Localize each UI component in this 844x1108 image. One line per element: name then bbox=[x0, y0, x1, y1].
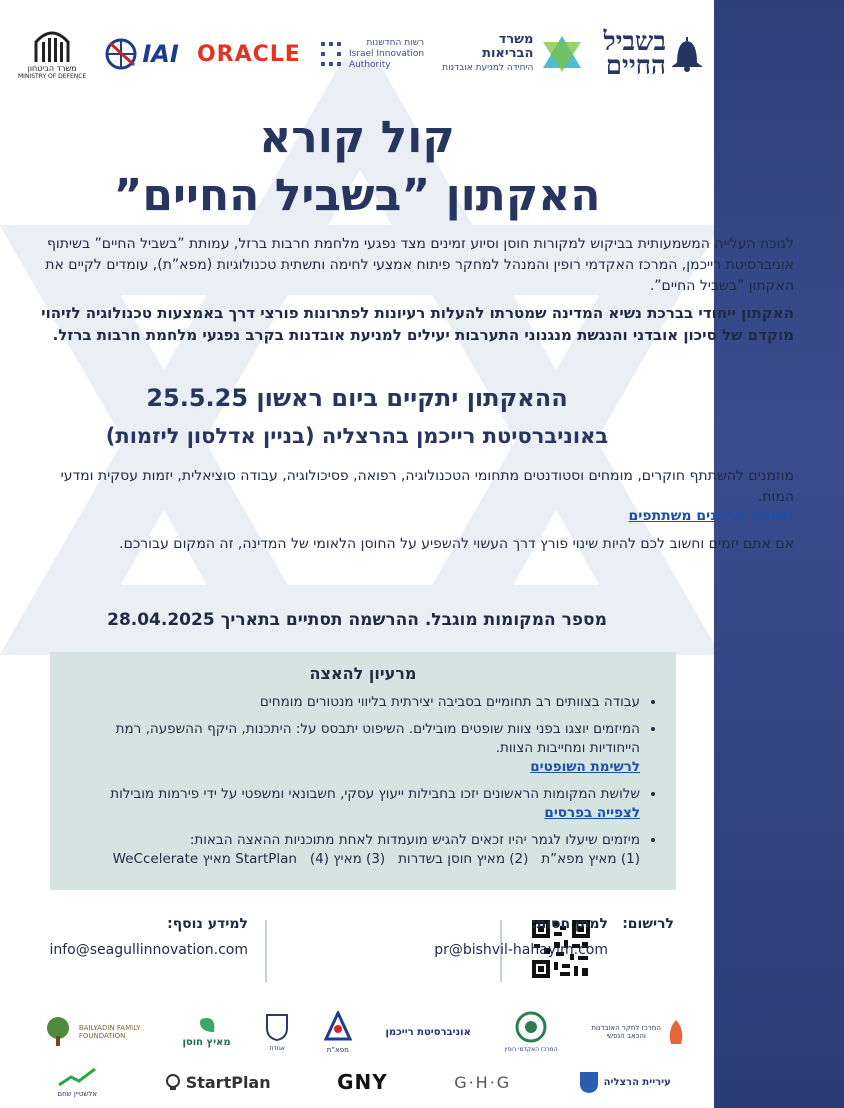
sponsor-name: אגודת bbox=[269, 1045, 285, 1052]
israel-innovation-authority-logo bbox=[319, 38, 424, 71]
sponsor-logo bbox=[57, 1067, 97, 1098]
sponsor-name: GNY bbox=[337, 1070, 388, 1094]
sponsor-logo bbox=[337, 1070, 388, 1094]
register-block bbox=[622, 916, 674, 932]
list-item bbox=[68, 831, 640, 869]
bishvil-wordmark: בשביל החיים bbox=[603, 27, 666, 81]
sponsor-name: G·H·G bbox=[454, 1072, 512, 1092]
sponsor-name: מפא”ת bbox=[326, 1045, 349, 1054]
sponsor-logo bbox=[578, 1070, 671, 1094]
from-idea-to-acceleration-box bbox=[50, 652, 676, 890]
info-block bbox=[49, 916, 248, 958]
leaf-icon bbox=[196, 1016, 218, 1034]
iai-globe-icon bbox=[104, 37, 138, 71]
moh-subtitle: היחידה למניעת אובדנות bbox=[442, 63, 534, 73]
info-email[interactable]: info@seagullinnovation.com bbox=[49, 942, 248, 958]
sponsor-logo bbox=[454, 1073, 511, 1092]
oracle-logo: ORACLE bbox=[196, 41, 301, 67]
sponsor-name: עיריית הרצליה bbox=[603, 1076, 671, 1088]
bullet-text: עבודה בצוותים רב תחומיים בסביבה יצירתית בליווי מנטורים מומחים bbox=[259, 694, 640, 710]
sponsor-logo bbox=[591, 1018, 687, 1046]
event-date: ההאקתון יתקיים ביום ראשון 25.5.25 bbox=[146, 384, 568, 412]
partner-logo-row bbox=[18, 24, 702, 84]
sponsor-name: אוניברסיטת רייכמן bbox=[385, 1026, 471, 1038]
entrepreneurs-paragraph: אם אתם יזמים וחשוב לכם להיות שינוי פורץ דרך העשוי להשפיע על החוסן הלאומי של המדינה, זה המקום עבורכם. bbox=[119, 536, 794, 552]
ministry-of-defence-logo bbox=[18, 28, 86, 80]
sponsor-name: המרכז לחקר האובדנות והכאב הנפשי bbox=[591, 1024, 662, 1040]
iai-logo bbox=[104, 37, 178, 71]
sponsor-logos-row-1 bbox=[24, 1010, 704, 1054]
bell-icon bbox=[672, 35, 702, 73]
iia-english-2: Authority bbox=[348, 59, 391, 70]
divider bbox=[265, 920, 267, 982]
box-bullet-list bbox=[68, 693, 658, 869]
mafat-emblem-icon bbox=[324, 1011, 352, 1043]
sponsor-logo bbox=[385, 1027, 470, 1038]
event-location: באוניברסיטת רייכמן בהרצליה (בניין אדלסון ליזמות) bbox=[105, 424, 609, 448]
herzliya-crest-icon bbox=[578, 1070, 600, 1094]
iai-wordmark: IAI bbox=[142, 40, 179, 68]
sponsor-logos-row-2 bbox=[24, 1062, 704, 1102]
accelerators-list: (1) מאיץ מפא”ת (2) מאיץ חוסן בשדרות (3) מאיץ StartPlan (4) מאיץ WeCcelerate bbox=[112, 851, 640, 867]
sponsor-logo bbox=[264, 1012, 290, 1052]
registration-deadline: מספר המקומות מוגבל. ההרשמה תסתיים בתאריך 28.04.2025 bbox=[107, 610, 607, 630]
sponsor-name: אלשטיין שחם bbox=[57, 1089, 98, 1098]
page-title: קול קורא bbox=[259, 112, 455, 163]
flame-icon bbox=[665, 1018, 687, 1046]
list-item bbox=[68, 693, 640, 712]
sponsor-logo bbox=[164, 1073, 271, 1092]
bullet-text: שלושת המקומות הראשונים יזכו בחבילות ייעוץ עסקי, חשבונאי ומשפטי על ידי פירמות מובילות bbox=[110, 786, 640, 802]
bullet-text: מיזמים שיעלו לגמר יהיו זכאים להגיש מועמדות לאחת מתוכניות ההאצה הבאות: bbox=[189, 832, 640, 848]
mod-label: משרד הביטחון bbox=[27, 64, 77, 73]
sponsorship-label: למתן חסות: bbox=[531, 916, 608, 932]
page-subtitle: האקתון ”בשביל החיים” bbox=[113, 170, 601, 221]
sponsor-name: BAILYADIN FAMILY FOUNDATION bbox=[78, 1024, 141, 1040]
list-item bbox=[68, 720, 640, 777]
box-title: מרעיון להאצה bbox=[309, 664, 417, 683]
bullet-text: המיזמים יוצגו בפני צוות שופטים מובילים. השיפוט יתבסס על: היתכנות, היקף ההשפעה, רמת הייחודיות ומחייבות הצוות. bbox=[115, 721, 640, 756]
iia-dots-icon bbox=[319, 40, 343, 68]
ruppin-seal-icon bbox=[515, 1011, 547, 1043]
judges-list-link[interactable]: לרשימת השופטים bbox=[530, 759, 640, 775]
list-item bbox=[68, 785, 640, 823]
sponsor-logo bbox=[41, 1016, 149, 1048]
mod-label-en: MINISTRY OF DEFENCE bbox=[18, 73, 87, 80]
moh-title: משרד הבריאות bbox=[482, 32, 534, 61]
tree-icon bbox=[41, 1016, 75, 1048]
participating-orgs-link[interactable]: רשימת ארגונים משתתפים bbox=[628, 508, 794, 524]
crest-icon bbox=[264, 1012, 290, 1042]
moh-star-icon bbox=[539, 34, 585, 74]
invite-paragraph: מוזמנים להשתתף חוקרים, מומחים וסטודנטים מתחומי הטכנולוגיה, רפואה, פסיכולוגיה, עבודה סוציאלית, יזמות עסקית ומדעי המוח. bbox=[60, 468, 794, 505]
register-label: לרישום: bbox=[622, 916, 674, 932]
sponsor-name: מאיץ חוסן bbox=[182, 1037, 231, 1048]
sponsorship-block bbox=[434, 916, 608, 958]
sponsorship-email[interactable]: pr@bishvil-hahayim.com bbox=[434, 942, 608, 958]
sponsor-logo bbox=[504, 1011, 557, 1053]
iia-english-1: Israel Innovation bbox=[348, 48, 425, 59]
defence-emblem-icon bbox=[32, 28, 72, 64]
bishvil-hahayim-logo bbox=[603, 27, 702, 81]
lightbulb-icon bbox=[164, 1073, 182, 1091]
iia-hebrew: רשות החדשנות bbox=[366, 37, 425, 48]
sponsor-name: StartPlan bbox=[185, 1072, 271, 1092]
prizes-link[interactable]: לצפייה בפרסים bbox=[544, 805, 640, 821]
ministry-of-health-logo bbox=[442, 33, 585, 75]
sponsor-logo bbox=[324, 1011, 352, 1054]
sponsor-logo bbox=[182, 1016, 230, 1048]
intro-paragraph-1: לנוכח העלייה המשמעותית בביקוש למקורות חוסן וסיוע זמינים מצד נפגעי מלחמת חרבות ברזל, עמותת ”בשביל החיים” בשיתוף אוניברסיטת רייכמן, המרכז האקדמי רופין והמנהל למחקר פיתוח אמצעי לחימה ותשתית טכנולוגיות (מפא”ת), עומדים לקיים את האקתון ”בשביל החיים”. bbox=[45, 236, 794, 294]
arrow-graph-icon bbox=[57, 1067, 97, 1087]
intro-paragraph-2: האקתון ייחודי בברכת נשיא המדינה שמטרתו להעלות רעיונות לפתרונות פורצי דרך באמצעות טכנולוגיה לזיהוי מוקדם של סיכון אובדני והנגשת מנגנוני התערבות יעילים למניעת אובדנות בקרב נפגעי מלחמת חרבות ברזל. bbox=[41, 304, 794, 344]
info-label: למידע נוסף: bbox=[167, 916, 248, 932]
sponsor-name: המרכז האקדמי רופין bbox=[504, 1046, 558, 1053]
